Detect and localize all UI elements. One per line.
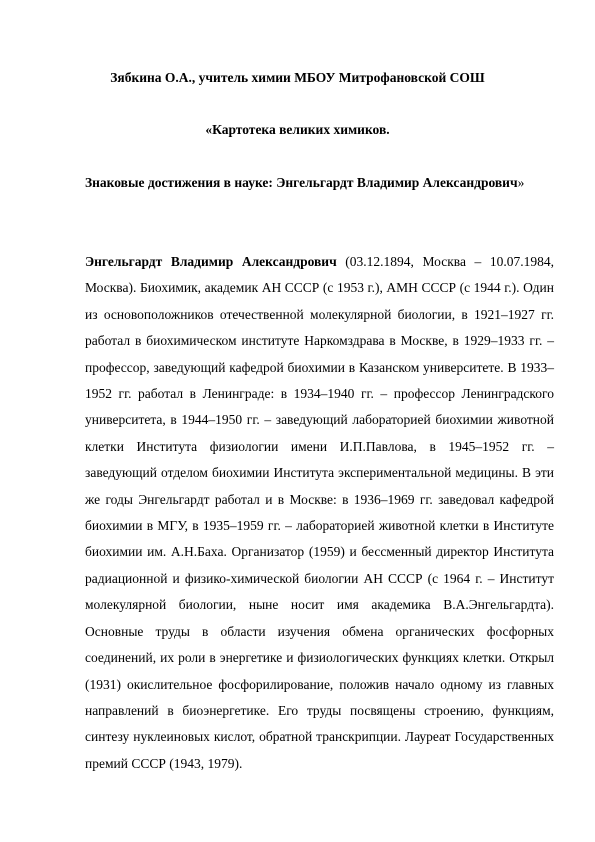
title-line-2 [85, 174, 524, 192]
title-closing-quote: » [517, 175, 525, 190]
title-line-1: «Картотека великих химиков. [205, 122, 390, 137]
author-line: Зябкина О.А., учитель химии МБОУ Митрофановской СОШ [110, 70, 485, 85]
biography-paragraph [85, 249, 554, 777]
scientist-name: Энгельгардт Владимир Александрович [85, 254, 337, 269]
title-line-2-text: Знаковые достижения в науке: Энгельгардт Владимир Александрович [85, 175, 518, 190]
biography-text: (03.12.1894, Москва – 10.07.1984, Москва). Биохимик, академик АН СССР (с 1953 г.), АМН СССР (с 1944 г.). Один из основоположников отечественной молекулярной биологии, в 1921–1927 гг. работал в биохимическом институте Наркомздрава в Москве, в 1929–1933 гг. – профессор, заведующий кафедрой биохимии в Казанском университете. В 1933–1952 гг. работал в Ленинграде: в 1934–1940 гг. – профессор Ленинградского университета, в 1944–1950 гг. – заведующий лабораторией биохимии животной клетки Института физиологии имени И.П.Павлова, в 1945–1952 гг. – заведующий отделом биохимии Института экспериментальной медицины. В эти же годы Энгельгардт работал и в Москве: в 1936–1969 гг. заведовал кафедрой биохимии в МГУ, в 1935–1959 гг. – лабораторией животной клетки в Институте биохимии им. А.Н.Баха. Организатор (1959) и бессменный директор Института радиационной и физико-химической биологии АН СССР (с 1964 г. – Институт молекулярной биологии, ныне носит имя академика В.А.Энгельгардта). Основные труды в области изучения обмена органических фосфорных соединений, их роли в энергетике и физиологических функциях клетки. Открыл (1931) окислительное фосфорилирование, положив начало одному из главных направлений в биоэнергетике. Его труды посвящены строению, функциям, синтезу нуклеиновых кислот, обратной транскрипции. Лауреат Государственных премий СССР (1943, 1979). [85, 254, 554, 771]
